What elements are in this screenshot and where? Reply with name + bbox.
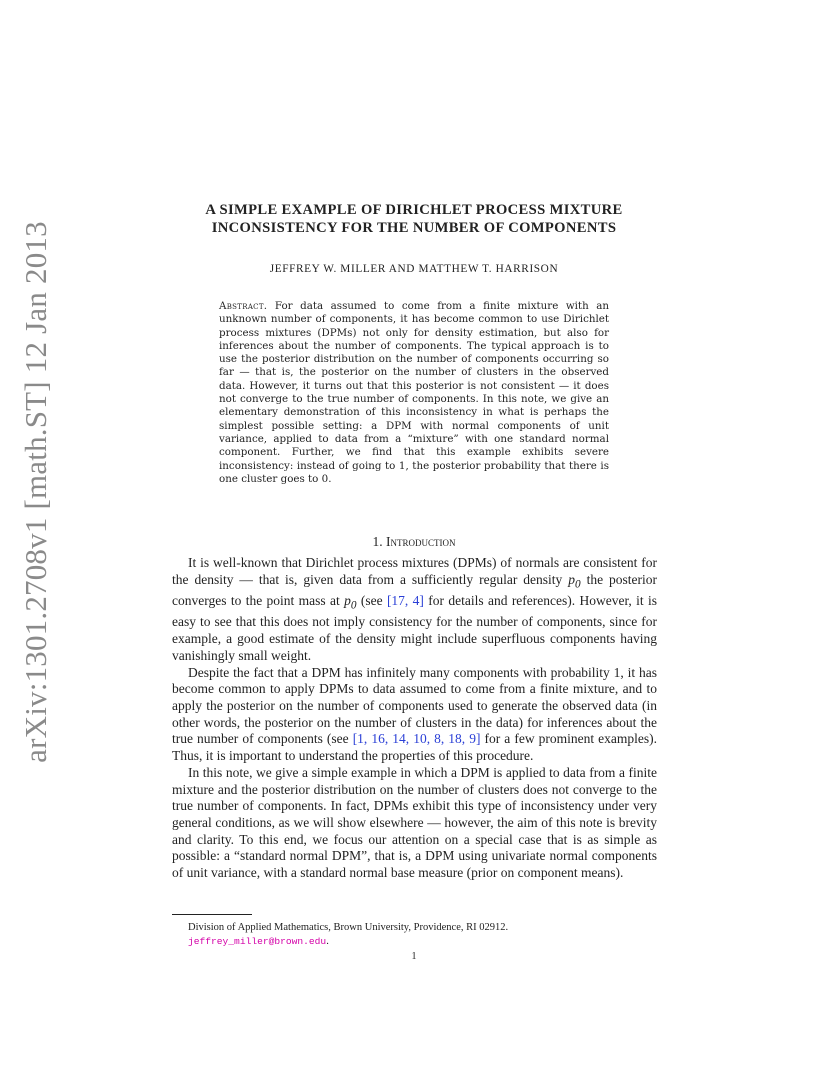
density-symbol-subscript: 0 — [574, 578, 581, 591]
footnote-rule — [172, 914, 252, 915]
section-number: 1. — [372, 534, 383, 549]
intro-paragraph-1 — [172, 555, 657, 665]
author-email-link[interactable]: jeffrey_miller@brown.edu — [188, 936, 327, 947]
arxiv-identifier-text: arXiv:1301.2708v1 [math.ST] 12 Jan 2013 — [18, 221, 54, 763]
arxiv-identifier-stamp — [14, 221, 58, 763]
introduction-body — [172, 555, 657, 882]
footnote — [188, 921, 658, 949]
density-symbol-subscript: 0 — [350, 599, 357, 612]
footnote-email-line — [188, 935, 658, 949]
section-heading — [172, 534, 656, 550]
paper-authors: JEFFREY W. MILLER AND MATTHEW T. HARRISON — [269, 263, 559, 275]
intro-paragraph-3: In this note, we give a simple example in which a DPM is applied to data from a finite mixture and the posterior distribution on the number of clusters does not converge to the true number of components. In fact, DPMs exhibit this type of inconsistency under very general conditions, as we will show elsewhere — however, the aim of this note is brevity and clarity. To this end, we focus our attention on a special case that is as simple as possible: a “standard normal DPM”, that is, a DPM using univariate normal components of unit variance, with a standard normal base measure (prior on component means). — [172, 764, 657, 881]
intro-p1-text-d: for details and references). However, it is easy to see that this does not imply consistency for the number of components, since for example, a good estimate of the density might include superfluous components having vanishingly small weight. — [172, 593, 658, 663]
citation-link-examples[interactable]: [1, 16, 14, 10, 8, 18, 9] — [352, 731, 481, 747]
abstract — [219, 300, 609, 486]
footnote-affiliation: Division of Applied Mathematics, Brown University, Providence, RI 02912. — [188, 922, 509, 933]
paper-title-line-2: INCONSISTENCY FOR THE NUMBER OF COMPONENTS — [211, 220, 617, 236]
abstract-text: For data assumed to come from a finite mixture with an unknown number of components, it has become common to use Dirichlet process mixtures (DPMs) not only for density estimation, but also for inferences about the number of components. The typical approach is to use the posterior distribution on the number of components occurring so far — that is, the posterior on the number of clusters in the observed data. However, it turns out that this posterior is not consistent — it does not converge to the true number of components. In this note, we give an elementary demonstration of this inconsistency in what is perhaps the simplest possible setting: a DPM with normal components of unit variance, applied to data from a “mixture” with one standard normal component. Further, we find that this example exhibits severe inconsistency: instead of going to 1, the posterior probability that there is one cluster goes to 0. — [219, 300, 609, 485]
density-symbol: p — [344, 593, 351, 609]
page-number: 1 — [411, 951, 417, 962]
section-title-text: Introduction — [386, 534, 456, 549]
abstract-label: Abstract. — [219, 300, 268, 312]
density-symbol-p0-second — [344, 593, 357, 612]
density-symbol-p0 — [568, 571, 581, 591]
citation-link-17-4[interactable]: [17, 4] — [386, 593, 424, 609]
footnote-email-suffix: . — [326, 936, 329, 947]
paper-title-line-1: A SIMPLE EXAMPLE OF DIRICHLET PROCESS MIXTURE — [205, 202, 623, 218]
intro-p1-text-a: It is well-known that Dirichlet process mixtures (DPMs) of normals are consistent for the density — that is, given data from a sufficiently regular density — [172, 555, 657, 587]
density-symbol: p — [568, 571, 575, 587]
intro-paragraph-2 — [172, 665, 657, 765]
intro-p2-text-b: for a few prominent examples). Thus, it is important to understand the properties of this procedure. — [172, 731, 658, 764]
intro-p1-text-b: the posterior converges to the point mass at — [172, 571, 657, 609]
intro-p1-text-c: (see — [356, 593, 387, 609]
paper-title — [150, 201, 678, 237]
intro-p2-text-a: Despite the fact that a DPM has infinitely many components with probability 1, it has become common to apply DPMs to data assumed to come from a finite mixture, and to apply the posterior on the number of components used to generate the observed data (in other words, the posterior on the number of clusters in the data) for inferences about the true number of components (see — [172, 664, 657, 747]
